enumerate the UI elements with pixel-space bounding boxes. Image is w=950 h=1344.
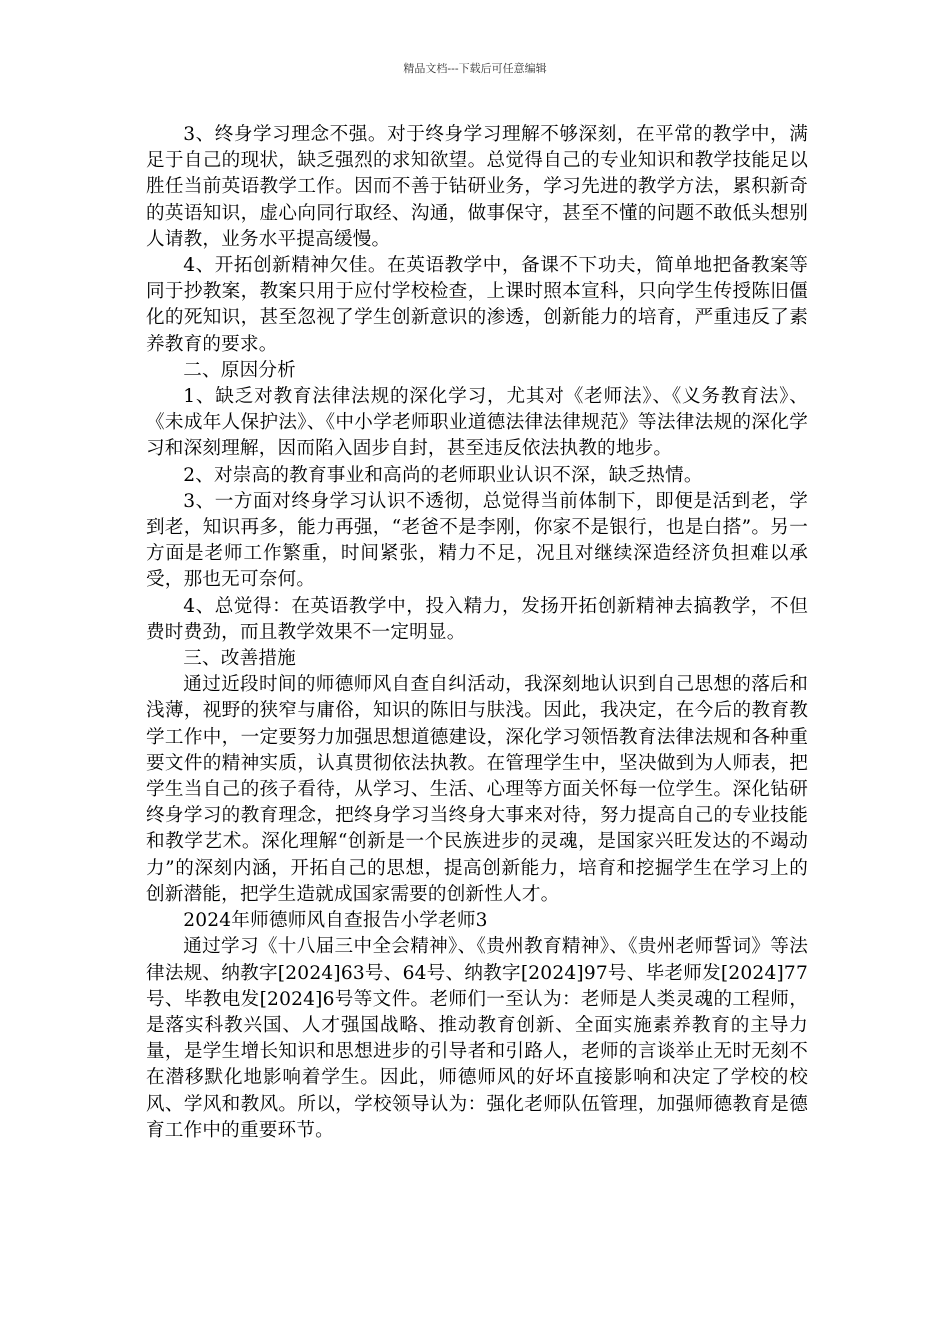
paragraph-cause-1: 1、缺乏对教育法律法规的深化学习，尤其对《老师法》、《义务教育法》、《未成年人保护法》、《中小学老师职业道德法律法律规范》等法律法规的深化学习和深刻理解，因而陷入固步自封，甚至违反依法执教的地步。	[146, 386, 808, 460]
section-heading-improvement: 三、改善措施	[183, 648, 296, 670]
paragraph-improvement: 通过近段时间的师德师风自查自纠活动，我深刻地认识到自己思想的落后和浅薄，视野的狭窄与庸俗，知识的陈旧与肤浅。因此，我决定，在今后的教育教学工作中，一定要努力加强思想道德建设，深化学习领悟教育法律法规和各种重要文件的精神实质，认真贯彻依法执教。在管理学生中，坚决做到为人师表，把学生当自己的孩子看待，从学习、生活、心理等方面关怀每一位学生。深化钻研终身学习的教育理念，把终身学习当终身大事来对待，努力提高自己的专业技能和教学艺术。深化理解“创新是一个民族进步的灵魂，是国家兴旺发达的不竭动力”的深刻内涵，开拓自己的思想，提高创新能力，培育和挖掘学生在学习上的创新潜能，把学生造就成国家需要的创新性人才。	[146, 674, 808, 905]
paragraph-innovation-spirit: 4、开拓创新精神欠佳。在英语教学中，备课不下功夫，简单地把备教案等同于抄教案，教案只用于应付学校检查，上课时照本宣科，只向学生传授陈旧僵化的死知识，甚至忽视了学生创新意识的渗透，创新能力的培育，严重违反了素养教育的要求。	[146, 255, 808, 355]
paragraph-cause-4: 4、总觉得：在英语教学中，投入精力，发扬开拓创新精神去搞教学，不但费时费劲，而且教学效果不一定明显。	[146, 595, 808, 643]
section-heading-cause-analysis: 二、原因分析	[183, 359, 296, 381]
paragraph-cause-3: 3、一方面对终身学习认识不透彻，总觉得当前体制下，即便是活到老，学到老，知识再多，能力再强，“老爸不是李刚，你家不是银行，也是白搭”。另一方面是老师工作繁重，时间紧张，精力不足，况且对继续深造经济负担难以承受，那也无可奈何。	[146, 490, 808, 591]
paragraph-cause-2: 2、对崇高的教育事业和高尚的老师职业认识不深，缺乏热情。	[183, 464, 703, 486]
document-body	[146, 122, 808, 1144]
paragraph-lifelong-learning: 3、终身学习理念不强。对于终身学习理解不够深刻，在平常的教学中，满足于自己的现状，缺乏强烈的求知欲望。总觉得自己的专业知识和教学技能足以胜任当前英语教学工作。因而不善于钻研业务，学习先进的教学方法，累积新奇的英语知识，虚心向同行取经、沟通，做事保守，甚至不懂的问题不敢低头想别人请教，业务水平提高缓慢。	[146, 124, 808, 250]
paragraph-report-intro: 通过学习《十八届三中全会精神》、《贵州教育精神》、《贵州老师誓词》等法律法规、纳教字[2024]63号、64号、纳教字[2024]97号、毕老师发[2024]77号、毕教电发[2024]6号等文件。老师们一至认为：老师是人类灵魂的工程师，是落实科教兴国、人才强国战略、推动教育创新、全面实施素养教育的主导力量，是学生增长知识和思想进步的引导者和引路人，老师的言谈举止无时无刻不在潜移默化地影响着学生。因此，师德师风的好坏直接影响和决定了学校的校风、学风和教风。所以，学校领导认为：强化老师队伍管理，加强师德教育是德育工作中的重要环节。	[146, 936, 808, 1141]
page-header: 精品文档---下载后可任意编辑	[403, 62, 547, 75]
report-title: 2024年师德师风自查报告小学老师3	[183, 910, 488, 932]
